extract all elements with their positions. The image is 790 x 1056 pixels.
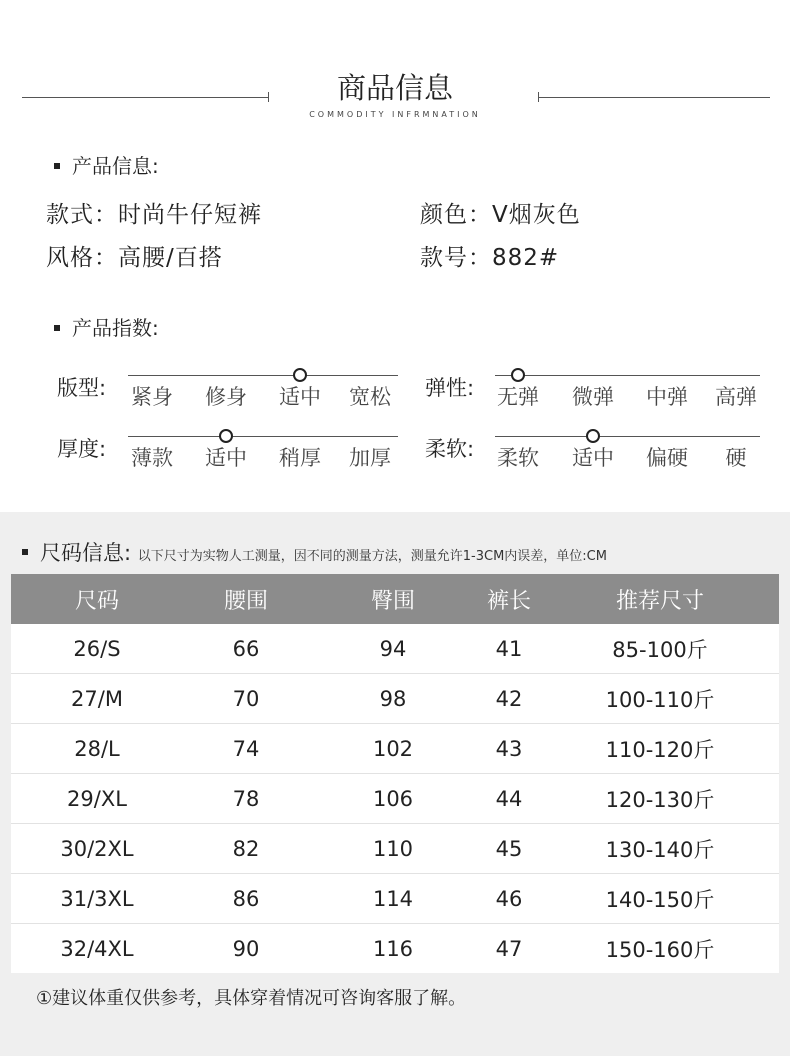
table-cell: 46	[477, 874, 541, 924]
bullet-square-icon	[54, 163, 60, 169]
product-index-heading	[54, 312, 159, 341]
table-cell: 94	[309, 624, 477, 674]
index-option: 柔软	[497, 446, 539, 470]
size-table	[11, 574, 779, 973]
table-cell: 44	[477, 774, 541, 824]
index-scale-line	[128, 436, 398, 437]
index-label: 厚度:	[57, 437, 107, 461]
table-row	[11, 624, 779, 674]
table-cell: 86	[183, 874, 309, 924]
index-option: 紧身	[131, 385, 173, 409]
index-label: 弹性:	[425, 376, 475, 400]
index-option: 微弹	[572, 385, 614, 409]
index-option: 无弹	[497, 385, 539, 409]
table-cell: 114	[309, 874, 477, 924]
footer-note: ①建议体重仅供参考，具体穿着情况可咨询客服了解。	[36, 988, 467, 1009]
info-item-no: 款号：882#	[420, 245, 560, 271]
product-info-heading	[54, 150, 159, 179]
index-marker-icon	[293, 368, 307, 382]
index-marker-icon	[511, 368, 525, 382]
index-option: 薄款	[131, 446, 173, 470]
table-cell: 82	[183, 824, 309, 874]
table-cell: 78	[183, 774, 309, 824]
size-table-body	[11, 624, 779, 973]
table-cell: 106	[309, 774, 477, 824]
table-cell: 41	[477, 624, 541, 674]
index-option: 中弹	[646, 385, 688, 409]
size-info-heading-label: 尺码信息:	[40, 541, 132, 565]
table-cell: 150-160斤	[541, 924, 779, 974]
index-option: 加厚	[349, 446, 391, 470]
table-cell: 32/4XL	[11, 924, 183, 974]
product-info-heading-label: 产品信息:	[72, 154, 159, 178]
size-info-note: 以下尺寸为实物人工测量，因不同的测量方法，测量允许1-3CM内误差，单位:CM	[137, 549, 607, 564]
index-label: 柔软:	[425, 437, 475, 461]
index-scale-line	[495, 375, 760, 376]
column-header: 推荐尺寸	[541, 574, 779, 624]
index-scale-line	[495, 436, 760, 437]
column-header: 腰围	[183, 574, 309, 624]
info-style: 款式：时尚牛仔短裤	[46, 202, 262, 228]
table-cell: 27/M	[11, 674, 183, 724]
table-cell: 90	[183, 924, 309, 974]
bullet-square-icon	[54, 325, 60, 331]
table-row	[11, 674, 779, 724]
index-marker-icon	[219, 429, 233, 443]
table-cell: 45	[477, 824, 541, 874]
table-cell: 100-110斤	[541, 674, 779, 724]
size-info-heading	[22, 537, 607, 567]
table-cell: 140-150斤	[541, 874, 779, 924]
table-cell: 30/2XL	[11, 824, 183, 874]
table-cell: 42	[477, 674, 541, 724]
index-option: 修身	[205, 385, 247, 409]
bullet-square-icon	[22, 549, 28, 555]
table-cell: 31/3XL	[11, 874, 183, 924]
column-header: 裤长	[477, 574, 541, 624]
index-option: 适中	[279, 385, 321, 409]
info-fashion: 风格：高腰/百搭	[46, 245, 223, 271]
info-color: 颜色：V烟灰色	[420, 202, 581, 228]
table-cell: 28/L	[11, 724, 183, 774]
table-cell: 85-100斤	[541, 624, 779, 674]
table-cell: 74	[183, 724, 309, 774]
table-cell: 29/XL	[11, 774, 183, 824]
table-row	[11, 874, 779, 924]
size-table-header	[11, 574, 779, 624]
table-cell: 120-130斤	[541, 774, 779, 824]
index-option: 偏硬	[646, 446, 688, 470]
index-option: 适中	[205, 446, 247, 470]
table-cell: 130-140斤	[541, 824, 779, 874]
table-row	[11, 774, 779, 824]
index-scale-line	[128, 375, 398, 376]
table-cell: 98	[309, 674, 477, 724]
table-cell: 110-120斤	[541, 724, 779, 774]
index-option: 硬	[725, 446, 747, 470]
table-cell: 43	[477, 724, 541, 774]
table-row	[11, 824, 779, 874]
index-option: 宽松	[349, 385, 391, 409]
table-cell: 70	[183, 674, 309, 724]
table-row	[11, 924, 779, 974]
product-index-heading-label: 产品指数:	[72, 316, 159, 340]
index-option: 稍厚	[279, 446, 321, 470]
page-title: 商品信息	[336, 71, 453, 105]
table-cell: 47	[477, 924, 541, 974]
table-cell: 26/S	[11, 624, 183, 674]
index-marker-icon	[586, 429, 600, 443]
column-header: 尺码	[11, 574, 183, 624]
table-row	[11, 724, 779, 774]
column-header: 臀围	[309, 574, 477, 624]
index-option: 高弹	[715, 385, 757, 409]
table-cell: 66	[183, 624, 309, 674]
index-label: 版型:	[57, 376, 107, 400]
table-cell: 116	[309, 924, 477, 974]
table-cell: 102	[309, 724, 477, 774]
page-subtitle: COMMODITY INFRMNATION	[309, 110, 481, 119]
table-cell: 110	[309, 824, 477, 874]
index-option: 适中	[572, 446, 614, 470]
